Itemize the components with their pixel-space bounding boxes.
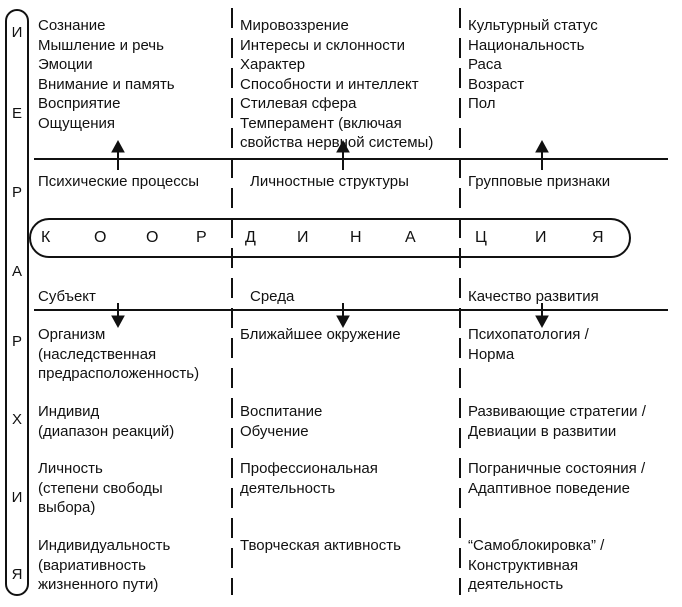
coordination-letter: И (535, 229, 548, 246)
hierarchy-letter: Я (11, 566, 23, 583)
coordination-letter: И (297, 229, 310, 246)
arrow-down-icon (337, 303, 349, 327)
header-environment: Среда (250, 288, 295, 305)
row-4-col-2: Творческая активность (240, 537, 401, 554)
coordination-letter: К (41, 229, 52, 246)
row-3-col-2: Профессиональная деятельность (240, 460, 378, 497)
coordination-letter: Р (196, 229, 208, 246)
arrow-down-icon (112, 303, 124, 327)
row-2-col-1: Индивид (диапазон реакций) (38, 403, 175, 440)
header-subject: Субъект (38, 288, 96, 305)
coordination-letter: Н (350, 229, 363, 246)
row-4-col-3: “Самоблокировка” / Конструктивная деятельность (468, 537, 605, 593)
coordination-letter: Д (245, 229, 257, 246)
hierarchy-letter: Е (11, 105, 22, 122)
mental-processes-list: Сознание Мышление и речь Эмоции Внимание и память Восприятие Ощущения (38, 17, 175, 132)
coordination-letter: Ц (475, 229, 488, 246)
arrow-up-icon (536, 141, 548, 170)
hierarchy-letter: Р (11, 333, 22, 350)
row-1-col-3: Психопатология / Норма (468, 326, 589, 363)
hierarchy-letter: Х (11, 411, 22, 428)
personal-structures-list: Мировоззрение Интересы и склонности Характер Способности и интеллект Стилевая сфера Темперамент (включая свойства нервной системы) (240, 17, 434, 151)
hierarchy-letter: И (11, 24, 23, 41)
row-3-col-3: Пограничные состояния / Адаптивное поведение (468, 460, 646, 497)
row-2-col-3: Развивающие стратегии / Девиации в развитии (468, 403, 646, 440)
coordination-letter: Я (592, 229, 605, 246)
hierarchy-letter: А (11, 263, 22, 280)
hierarchy-letter: И (11, 489, 23, 506)
hierarchy-letter: Р (11, 184, 22, 201)
row-1-col-2: Ближайшее окружение (240, 326, 401, 343)
header-group-features: Групповые признаки (468, 173, 611, 190)
header-personal-structures: Личностные структуры (250, 173, 409, 190)
arrow-up-icon (112, 141, 124, 170)
row-3-col-1: Личность (степени свободы выбора) (38, 460, 163, 516)
row-4-col-1: Индивидуальность (вариативность жизненного пути) (38, 537, 171, 593)
coordination-letter: А (405, 229, 417, 246)
arrow-down-icon (536, 303, 548, 327)
group-features-list: Культурный статус Национальность Раса Возраст Пол (468, 17, 598, 112)
header-mental-processes: Психические процессы (38, 173, 200, 190)
row-2-col-2: Воспитание Обучение (240, 403, 323, 440)
coordination-letter: О (146, 229, 160, 246)
hierarchy-capsule (6, 10, 28, 595)
header-development-quality: Качество развития (468, 288, 599, 305)
coordination-letter: О (94, 229, 108, 246)
row-1-col-1: Организм (наследственная предрасположенность) (38, 326, 200, 382)
